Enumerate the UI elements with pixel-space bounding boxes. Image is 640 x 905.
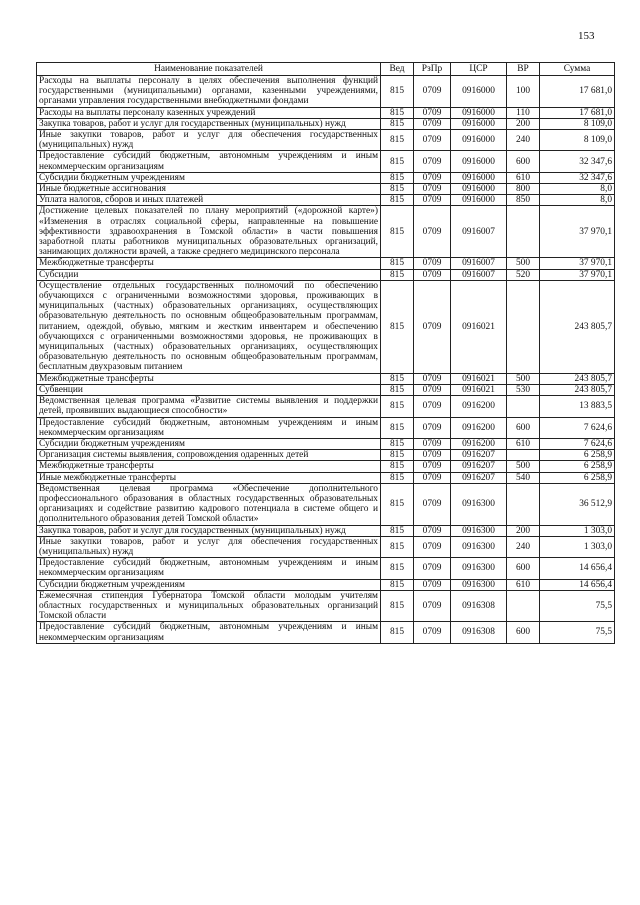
cell-sum: 17 681,0 (540, 107, 615, 118)
table-row (37, 269, 615, 280)
cell-ved: 815 (381, 450, 414, 461)
table-header-row (37, 63, 615, 76)
cell-name: Иные закупки товаров, работ и услуг для обеспечения государственных (муниципальных) нужд (37, 130, 381, 151)
table-row (37, 172, 615, 183)
cell-rzpr: 0709 (414, 76, 451, 108)
cell-csr: 0916207 (451, 450, 507, 461)
cell-vr: 110 (507, 107, 540, 118)
cell-csr: 0916007 (451, 206, 507, 258)
cell-sum: 36 512,9 (540, 483, 615, 525)
cell-rzpr: 0709 (414, 195, 451, 206)
cell-ved: 815 (381, 130, 414, 151)
cell-name: Субсидии (37, 269, 381, 280)
cell-vr: 600 (507, 622, 540, 643)
table-row (37, 280, 615, 373)
cell-ved: 815 (381, 590, 414, 622)
table-row (37, 396, 615, 417)
table-row (37, 373, 615, 384)
budget-table (36, 62, 615, 644)
cell-sum: 6 258,9 (540, 472, 615, 483)
cell-csr: 0916300 (451, 536, 507, 557)
cell-csr: 0916207 (451, 461, 507, 472)
cell-vr: 540 (507, 472, 540, 483)
cell-vr (507, 206, 540, 258)
cell-ved: 815 (381, 483, 414, 525)
cell-csr: 0916000 (451, 76, 507, 108)
cell-sum: 7 624,6 (540, 417, 615, 438)
page-number: 153 (578, 30, 595, 42)
table-row (37, 622, 615, 643)
cell-vr (507, 450, 540, 461)
cell-ved: 815 (381, 525, 414, 536)
cell-vr: 200 (507, 525, 540, 536)
cell-sum: 17 681,0 (540, 76, 615, 108)
cell-rzpr: 0709 (414, 579, 451, 590)
cell-name: Уплата налогов, сборов и иных платежей (37, 195, 381, 206)
cell-ved: 815 (381, 579, 414, 590)
cell-csr: 0916207 (451, 472, 507, 483)
cell-sum: 8 109,0 (540, 130, 615, 151)
cell-csr: 0916021 (451, 384, 507, 395)
cell-csr: 0916000 (451, 118, 507, 129)
cell-vr: 500 (507, 373, 540, 384)
table-row (37, 590, 615, 622)
cell-csr: 0916200 (451, 396, 507, 417)
cell-vr (507, 396, 540, 417)
cell-rzpr: 0709 (414, 384, 451, 395)
table-row (37, 483, 615, 525)
cell-sum: 75,5 (540, 622, 615, 643)
cell-vr: 530 (507, 384, 540, 395)
table-row (37, 195, 615, 206)
cell-vr: 850 (507, 195, 540, 206)
cell-sum: 243 805,7 (540, 280, 615, 373)
cell-ved: 815 (381, 184, 414, 195)
cell-csr: 0916000 (451, 172, 507, 183)
table-row (37, 130, 615, 151)
cell-csr: 0916300 (451, 483, 507, 525)
cell-rzpr: 0709 (414, 118, 451, 129)
table-row (37, 206, 615, 258)
cell-name: Иные бюджетные ассигнования (37, 184, 381, 195)
cell-rzpr: 0709 (414, 417, 451, 438)
cell-csr: 0916300 (451, 525, 507, 536)
cell-name: Расходы на выплаты персоналу казенных учреждений (37, 107, 381, 118)
cell-csr: 0916007 (451, 269, 507, 280)
cell-sum: 243 805,7 (540, 384, 615, 395)
header-ved: Вед (381, 63, 414, 76)
cell-rzpr: 0709 (414, 558, 451, 579)
cell-rzpr: 0709 (414, 472, 451, 483)
cell-ved: 815 (381, 107, 414, 118)
cell-vr: 100 (507, 76, 540, 108)
cell-name: Предоставление субсидий бюджетным, автономным учреждениям и иным некоммерческим организациям (37, 151, 381, 172)
cell-sum: 14 656,4 (540, 579, 615, 590)
cell-vr: 520 (507, 269, 540, 280)
cell-name: Ведомственная целевая программа «Развитие системы выявления и поддержки детей, проявивших выдающиеся способности» (37, 396, 381, 417)
cell-rzpr: 0709 (414, 107, 451, 118)
cell-vr: 600 (507, 417, 540, 438)
cell-sum: 8 109,0 (540, 118, 615, 129)
cell-name: Расходы на выплаты персоналу в целях обеспечения выполнения функций государственными (муниципальными) органами, казенными учреждениями, органами управления государственными внебюджетными фондами (37, 76, 381, 108)
cell-ved: 815 (381, 258, 414, 269)
cell-rzpr: 0709 (414, 373, 451, 384)
cell-vr: 600 (507, 151, 540, 172)
cell-sum: 6 258,9 (540, 450, 615, 461)
cell-sum: 37 970,1 (540, 269, 615, 280)
cell-ved: 815 (381, 622, 414, 643)
header-vr: ВР (507, 63, 540, 76)
cell-csr: 0916200 (451, 438, 507, 449)
cell-name: Предоставление субсидий бюджетным, автономным учреждениям и иным некоммерческим организациям (37, 417, 381, 438)
cell-ved: 815 (381, 269, 414, 280)
cell-csr: 0916021 (451, 373, 507, 384)
cell-name: Субвенции (37, 384, 381, 395)
cell-vr: 500 (507, 461, 540, 472)
cell-rzpr: 0709 (414, 450, 451, 461)
cell-name: Предоставление субсидий бюджетным, автономным учреждениям и иным некоммерческим организациям (37, 622, 381, 643)
cell-vr: 600 (507, 558, 540, 579)
table-body (37, 76, 615, 644)
cell-name: Организация системы выявления, сопровождения одаренных детей (37, 450, 381, 461)
table-row (37, 417, 615, 438)
cell-sum: 1 303,0 (540, 536, 615, 557)
cell-name: Субсидии бюджетным учреждениям (37, 172, 381, 183)
cell-rzpr: 0709 (414, 280, 451, 373)
cell-ved: 815 (381, 195, 414, 206)
cell-sum: 32 347,6 (540, 172, 615, 183)
cell-rzpr: 0709 (414, 483, 451, 525)
table-row (37, 536, 615, 557)
cell-vr: 610 (507, 172, 540, 183)
cell-ved: 815 (381, 172, 414, 183)
cell-vr: 500 (507, 258, 540, 269)
cell-vr (507, 483, 540, 525)
table-row (37, 525, 615, 536)
cell-vr: 240 (507, 130, 540, 151)
cell-vr: 800 (507, 184, 540, 195)
cell-name: Межбюджетные трансферты (37, 461, 381, 472)
table-row (37, 258, 615, 269)
cell-csr: 0916300 (451, 579, 507, 590)
cell-sum: 32 347,6 (540, 151, 615, 172)
cell-csr: 0916300 (451, 558, 507, 579)
cell-vr: 200 (507, 118, 540, 129)
cell-vr: 610 (507, 438, 540, 449)
cell-rzpr: 0709 (414, 461, 451, 472)
table-row (37, 384, 615, 395)
cell-ved: 815 (381, 558, 414, 579)
cell-rzpr: 0709 (414, 184, 451, 195)
cell-sum: 1 303,0 (540, 525, 615, 536)
cell-vr (507, 280, 540, 373)
cell-rzpr: 0709 (414, 130, 451, 151)
cell-name: Закупка товаров, работ и услуг для государственных (муниципальных) нужд (37, 525, 381, 536)
table-row (37, 579, 615, 590)
cell-ved: 815 (381, 206, 414, 258)
cell-vr: 610 (507, 579, 540, 590)
cell-name: Межбюджетные трансферты (37, 258, 381, 269)
cell-vr: 240 (507, 536, 540, 557)
cell-rzpr: 0709 (414, 590, 451, 622)
table-row (37, 151, 615, 172)
cell-sum: 13 883,5 (540, 396, 615, 417)
cell-name: Осуществление отдельных государственных полномочий по обеспечению обучающихся с ограниченными возможностями здоровья, проживающих в муниципальных (частных) образовательных организациях, осуществляющих образовательную деятельность по основным общеобразовательным программам, питанием, одеждой, обувью, мягким и жестким инвентарем и обеспечению обучающихся с ограниченными возможностями здоровья, не проживающих в муниципальных (частных) образовательных организациях, осуществляющих образовательную деятельность по основным общеобразовательным программам, бесплатным двухразовым питанием (37, 280, 381, 373)
cell-rzpr: 0709 (414, 172, 451, 183)
cell-vr (507, 590, 540, 622)
header-rzpr: РзПр (414, 63, 451, 76)
cell-csr: 0916200 (451, 417, 507, 438)
cell-csr: 0916000 (451, 130, 507, 151)
table-row (37, 107, 615, 118)
header-csr: ЦСР (451, 63, 507, 76)
header-sum: Сумма (540, 63, 615, 76)
table-row (37, 76, 615, 108)
cell-rzpr: 0709 (414, 622, 451, 643)
cell-csr: 0916000 (451, 107, 507, 118)
cell-csr: 0916000 (451, 184, 507, 195)
cell-rzpr: 0709 (414, 269, 451, 280)
cell-sum: 8,0 (540, 184, 615, 195)
cell-sum: 6 258,9 (540, 461, 615, 472)
cell-name: Иные межбюджетные трансферты (37, 472, 381, 483)
cell-csr: 0916308 (451, 622, 507, 643)
cell-sum: 8,0 (540, 195, 615, 206)
cell-name: Иные закупки товаров, работ и услуг для обеспечения государственных (муниципальных) нужд (37, 536, 381, 557)
cell-ved: 815 (381, 373, 414, 384)
cell-ved: 815 (381, 461, 414, 472)
cell-name: Ведомственная целевая программа «Обеспечение дополнительного профессионального образования в областных государственных образовательных организациях и содействие развитию кадрового потенциала в системе общего и дополнительного образования детей Томской области» (37, 483, 381, 525)
cell-rzpr: 0709 (414, 396, 451, 417)
cell-ved: 815 (381, 151, 414, 172)
cell-name: Ежемесячная стипендия Губернатора Томской области молодым учителям областных государственных и муниципальных образовательных организаций Томской области (37, 590, 381, 622)
cell-rzpr: 0709 (414, 258, 451, 269)
table-row (37, 472, 615, 483)
cell-sum: 243 805,7 (540, 373, 615, 384)
cell-sum: 7 624,6 (540, 438, 615, 449)
cell-ved: 815 (381, 417, 414, 438)
cell-ved: 815 (381, 396, 414, 417)
cell-ved: 815 (381, 76, 414, 108)
cell-csr: 0916021 (451, 280, 507, 373)
cell-rzpr: 0709 (414, 206, 451, 258)
cell-name: Субсидии бюджетным учреждениям (37, 438, 381, 449)
cell-ved: 815 (381, 384, 414, 395)
table-row (37, 461, 615, 472)
cell-sum: 37 970,1 (540, 258, 615, 269)
cell-sum: 37 970,1 (540, 206, 615, 258)
cell-rzpr: 0709 (414, 536, 451, 557)
cell-csr: 0916007 (451, 258, 507, 269)
cell-csr: 0916000 (451, 195, 507, 206)
cell-csr: 0916308 (451, 590, 507, 622)
cell-name: Закупка товаров, работ и услуг для государственных (муниципальных) нужд (37, 118, 381, 129)
cell-name: Достижение целевых показателей по плану мероприятий («дорожной карте») «Изменения в отраслях социальной сферы, направленные на повышение эффективности здравоохранения в Томской области» в части повышения заработной платы работников муниципальных образовательных организаций, занимающих должности врачей, а также среднего медицинского персонала (37, 206, 381, 258)
table-row (37, 450, 615, 461)
table-row (37, 118, 615, 129)
table-row (37, 558, 615, 579)
cell-name: Предоставление субсидий бюджетным, автономным учреждениям и иным некоммерческим организациям (37, 558, 381, 579)
cell-ved: 815 (381, 472, 414, 483)
cell-rzpr: 0709 (414, 151, 451, 172)
cell-ved: 815 (381, 536, 414, 557)
cell-rzpr: 0709 (414, 525, 451, 536)
cell-sum: 14 656,4 (540, 558, 615, 579)
cell-name: Межбюджетные трансферты (37, 373, 381, 384)
cell-ved: 815 (381, 118, 414, 129)
cell-sum: 75,5 (540, 590, 615, 622)
table-row (37, 438, 615, 449)
cell-csr: 0916000 (451, 151, 507, 172)
table-row (37, 184, 615, 195)
cell-name: Субсидии бюджетным учреждениям (37, 579, 381, 590)
cell-ved: 815 (381, 280, 414, 373)
cell-ved: 815 (381, 438, 414, 449)
header-name: Наименование показателей (37, 63, 381, 76)
cell-rzpr: 0709 (414, 438, 451, 449)
